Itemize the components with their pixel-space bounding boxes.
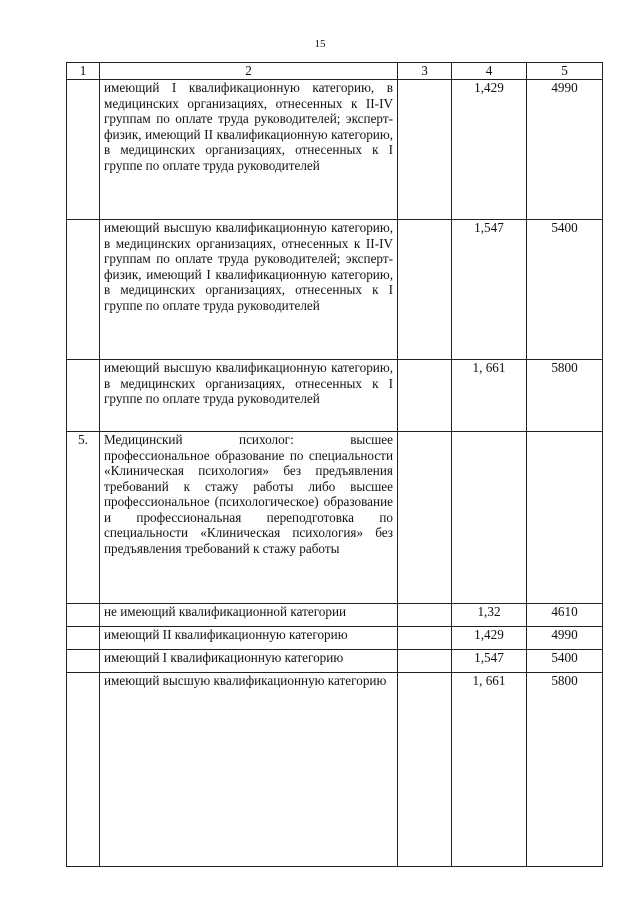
salary-table <box>66 62 603 867</box>
row-description: имеющий I квалификационную категорию <box>100 650 398 673</box>
header-col-3: 3 <box>398 63 452 80</box>
row-description: имеющий высшую квалификационную категорию, в медицинских организациях, отнесенных к I группе по оплате труда руководителей <box>100 360 398 432</box>
row-col3 <box>398 432 452 604</box>
row-col3 <box>398 220 452 360</box>
row-number: 5. <box>67 432 100 604</box>
row-col3 <box>398 627 452 650</box>
row-salary: 5800 <box>527 360 603 432</box>
table-row <box>67 360 603 432</box>
row-col3 <box>398 360 452 432</box>
table-row <box>67 673 603 867</box>
row-salary: 5800 <box>527 673 603 867</box>
row-salary: 4990 <box>527 80 603 220</box>
row-col3 <box>398 80 452 220</box>
row-description: Медицинский психолог: высшее профессиональное образование по специальности «Клиническая психология» без предъявления требований к стажу работы либо высшее профессиональное (психологическое) образование и профессиональная переподготовка по специальности «Клиническая психология» без предъявления требований к стажу работы <box>100 432 398 604</box>
row-description: имеющий II квалификационную категорию <box>100 627 398 650</box>
row-coefficient: 1,429 <box>452 627 527 650</box>
row-col3 <box>398 604 452 627</box>
table-row <box>67 604 603 627</box>
row-coefficient: 1, 661 <box>452 673 527 867</box>
row-number <box>67 360 100 432</box>
table-row <box>67 80 603 220</box>
row-salary: 5400 <box>527 650 603 673</box>
row-coefficient: 1,547 <box>452 650 527 673</box>
row-coefficient: 1,547 <box>452 220 527 360</box>
row-salary: 4610 <box>527 604 603 627</box>
row-description: имеющий высшую квалификационную категорию <box>100 673 398 867</box>
header-col-5: 5 <box>527 63 603 80</box>
row-salary: 5400 <box>527 220 603 360</box>
row-salary: 4990 <box>527 627 603 650</box>
row-number <box>67 80 100 220</box>
row-number <box>67 673 100 867</box>
row-coefficient: 1, 661 <box>452 360 527 432</box>
row-description: имеющий I квалификационную категорию, в медицинских организациях, отнесенных к II-IV группам по оплате труда руководителей; эксперт-физик, имеющий II квалификационную категорию, в медицинских организациях, отнесенных к I группе по оплате труда руководителей <box>100 80 398 220</box>
page-number: 15 <box>314 38 326 50</box>
row-description: имеющий высшую квалификационную категорию, в медицинских организациях, отнесенных к II-IV группам по оплате труда руководителей; эксперт-физик, имеющий I квалификационную категорию, в медицинских организациях, отнесенных к I группе по оплате труда руководителей <box>100 220 398 360</box>
row-col3 <box>398 650 452 673</box>
table-row <box>67 432 603 604</box>
table-row <box>67 220 603 360</box>
header-col-4: 4 <box>452 63 527 80</box>
row-salary <box>527 432 603 604</box>
row-col3 <box>398 673 452 867</box>
table-row <box>67 650 603 673</box>
row-coefficient <box>452 432 527 604</box>
row-number <box>67 650 100 673</box>
row-coefficient: 1,429 <box>452 80 527 220</box>
row-coefficient: 1,32 <box>452 604 527 627</box>
row-number <box>67 220 100 360</box>
row-description: не имеющий квалификационной категории <box>100 604 398 627</box>
header-col-1: 1 <box>67 63 100 80</box>
table-header-row <box>67 63 603 80</box>
row-number <box>67 604 100 627</box>
header-col-2: 2 <box>100 63 398 80</box>
row-number <box>67 627 100 650</box>
table-row <box>67 627 603 650</box>
